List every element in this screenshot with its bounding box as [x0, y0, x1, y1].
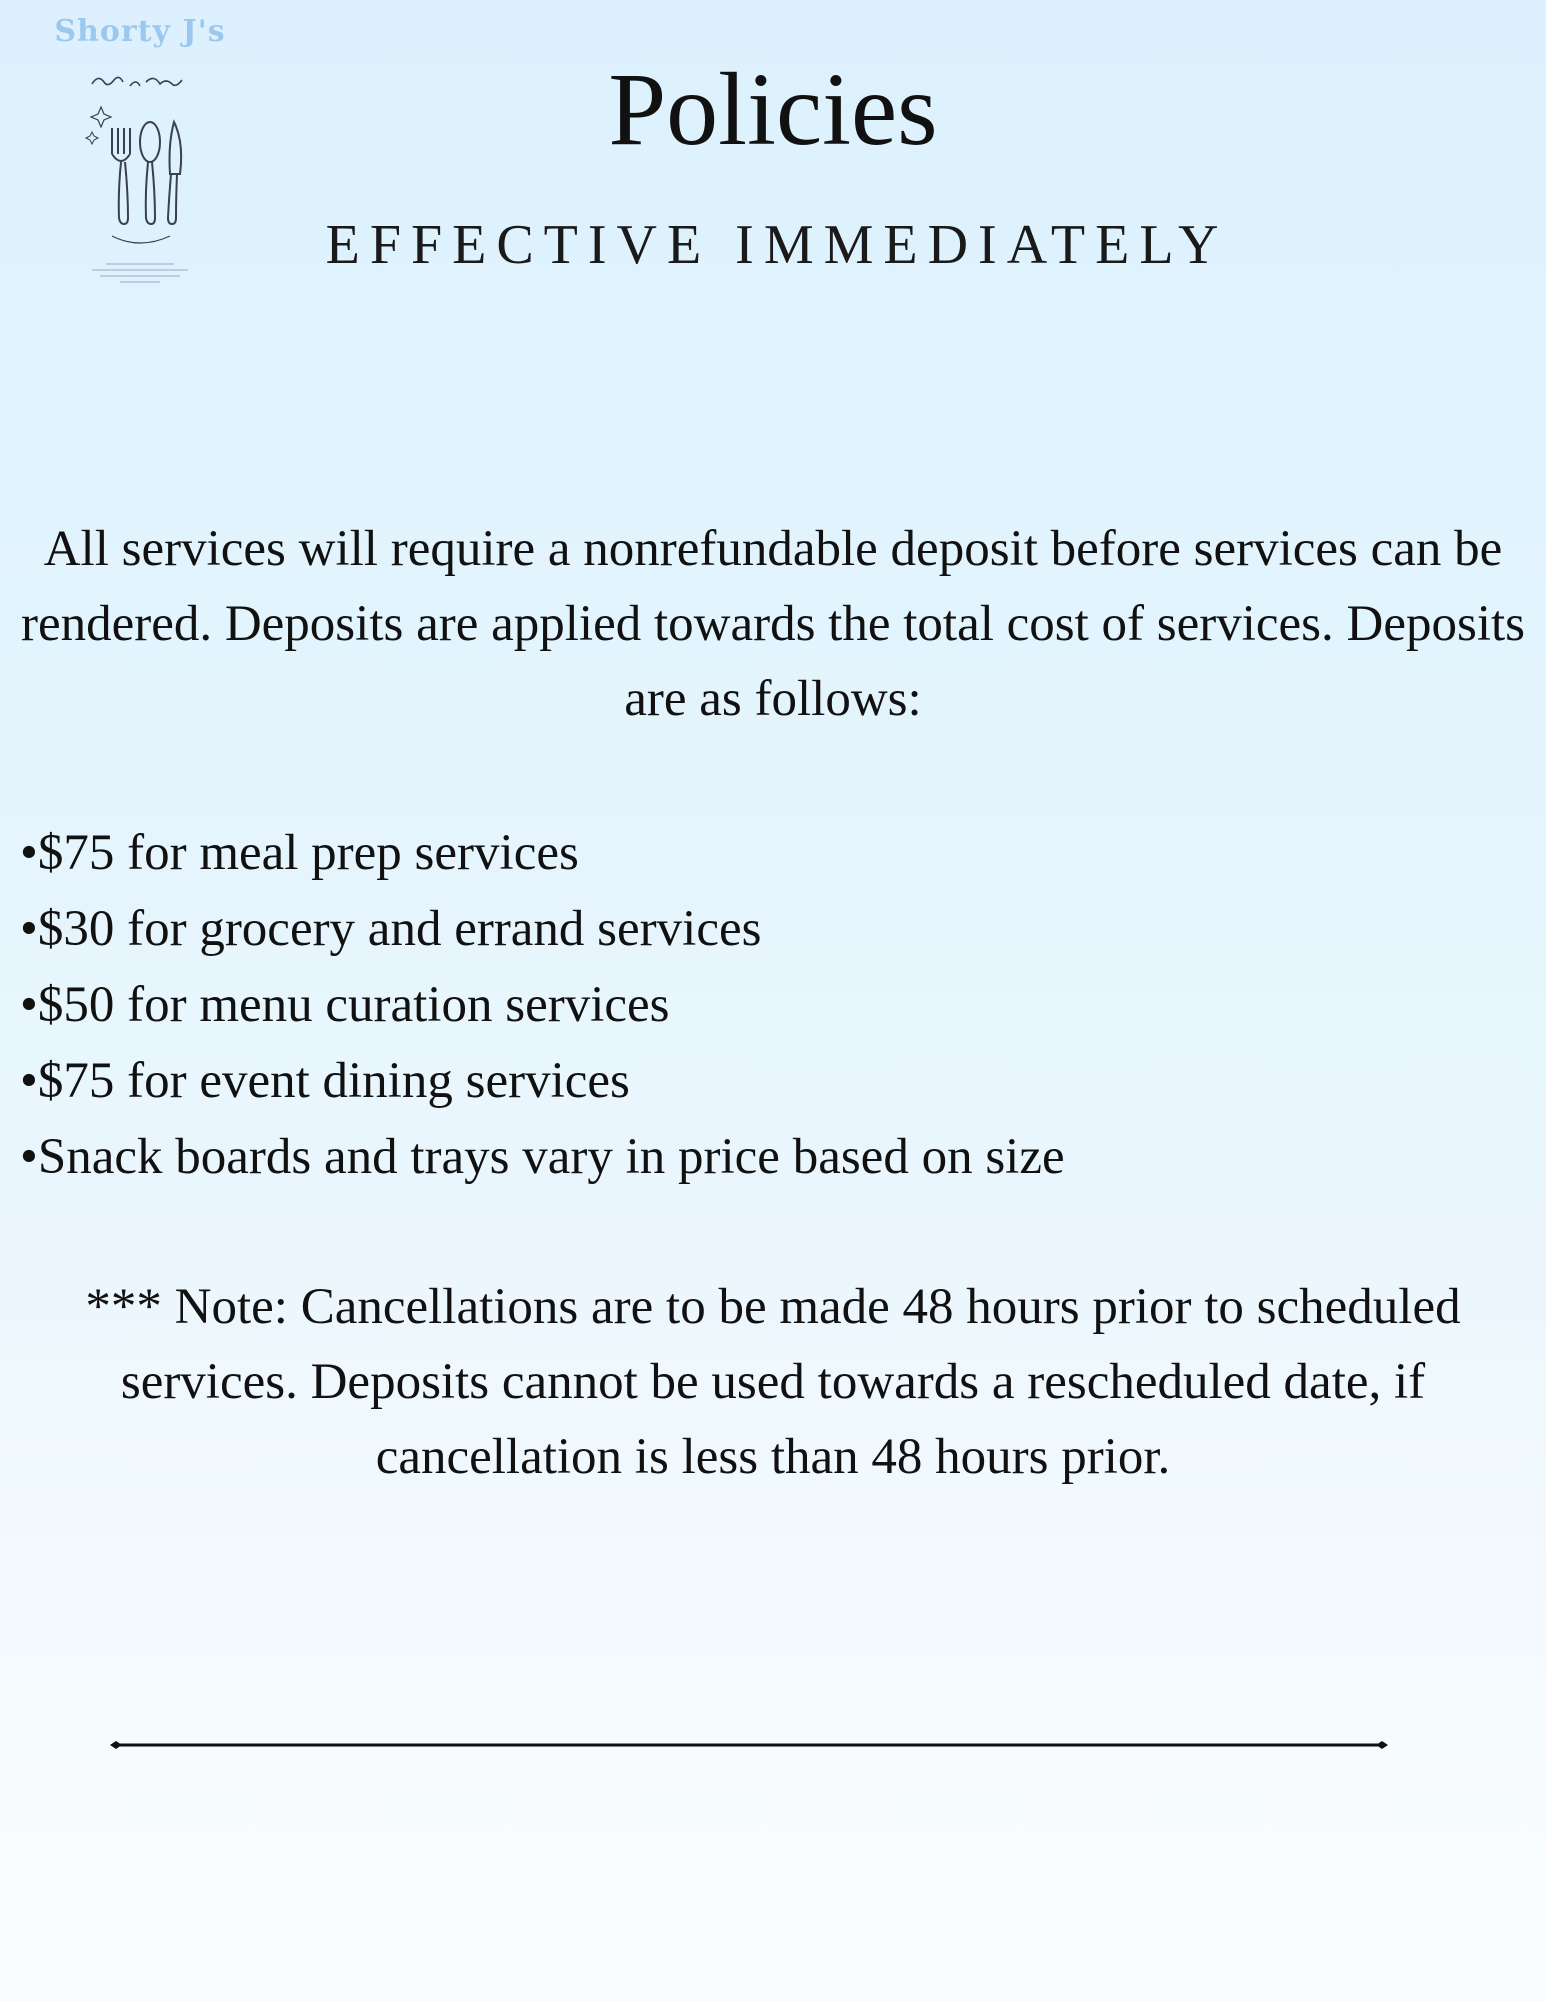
list-item: •$75 for event dining services	[20, 1053, 630, 1109]
divider	[108, 1735, 1390, 1755]
page-title: Policies	[608, 52, 938, 167]
list-item: •$30 for grocery and errand services	[20, 901, 762, 957]
cancellation-note: *** Note: Cancellations are to be made 48 hours prior to scheduled services. Deposits cannot be used towards a rescheduled date, if cancellation is less than 48 hours prior.	[85, 1279, 1461, 1485]
logo-brand-name: Shorty J's	[54, 14, 226, 49]
list-item: •Snack boards and trays vary in price based on size	[20, 1129, 1065, 1185]
page-subtitle: EFFECTIVE IMMEDIATELY	[325, 214, 1229, 276]
deposit-list	[20, 815, 1065, 1195]
list-item: •$50 for menu curation services	[20, 977, 670, 1033]
intro-paragraph: All services will require a nonrefundable deposit before services can be rendered. Deposits are applied towards the total cost of services. Deposits are as follows:	[20, 521, 1526, 727]
list-item: •$75 for meal prep services	[20, 825, 579, 881]
